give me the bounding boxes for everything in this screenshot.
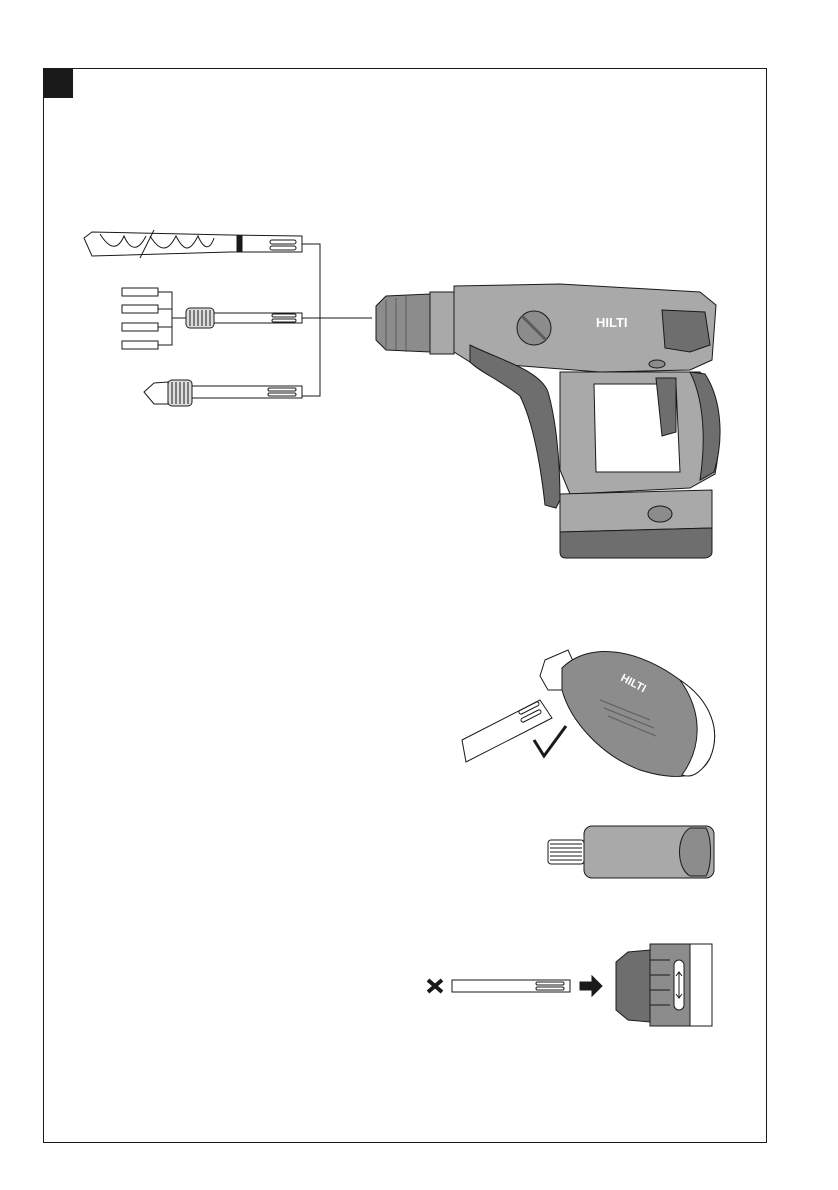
keyless-chuck	[144, 380, 302, 406]
drill-bit	[84, 230, 302, 258]
quick-release-chuck	[122, 288, 302, 349]
figure-accessories	[84, 230, 372, 406]
figure-lubricant	[462, 650, 715, 776]
cross-icon	[428, 980, 442, 992]
check-mark-icon	[534, 726, 566, 756]
figure-insert-shank	[428, 944, 712, 1026]
hilti-logo: HILTI	[596, 315, 628, 330]
hilti-logo-can: HILTI	[618, 672, 648, 696]
arrow-right-icon	[580, 976, 602, 996]
figure-grease-tube	[548, 826, 714, 878]
connector-lines	[302, 244, 372, 396]
rotary-hammer	[376, 284, 720, 558]
